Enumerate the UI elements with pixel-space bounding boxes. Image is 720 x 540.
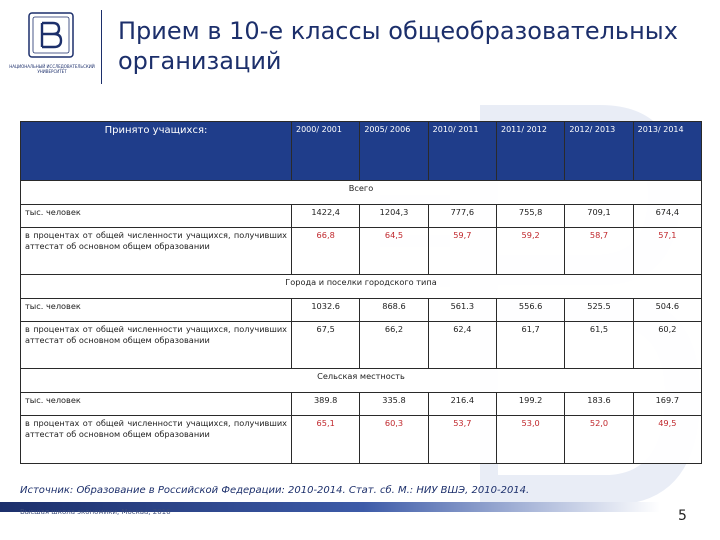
hse-logo (8, 12, 96, 84)
data-cell: 183.6 (565, 393, 633, 416)
data-cell: 62,4 (428, 322, 496, 369)
data-cell: 216.4 (428, 393, 496, 416)
row-label: тыс. человек (21, 205, 292, 228)
header-year-cell: 2000/ 2001 (292, 122, 360, 181)
row-label: в процентах от общей численности учащихся, получивших аттестат об основном общем образовании (21, 416, 292, 464)
row-label: тыс. человек (21, 393, 292, 416)
data-cell: 389.8 (292, 393, 360, 416)
header-year-cell: 2013/ 2014 (633, 122, 701, 181)
table-row (21, 322, 702, 369)
data-cell: 59,2 (496, 228, 564, 275)
data-cell: 67,5 (292, 322, 360, 369)
data-cell: 335.8 (360, 393, 428, 416)
hse-emblem-icon (28, 12, 74, 58)
header-label-cell: Принято учащихся: (21, 122, 292, 181)
data-cell: 674,4 (633, 205, 701, 228)
data-cell: 53,0 (496, 416, 564, 464)
table-header-row (21, 122, 702, 181)
data-cell: 58,7 (565, 228, 633, 275)
table-row (21, 299, 702, 322)
section-row (21, 275, 702, 299)
data-cell: 53,7 (428, 416, 496, 464)
data-cell: 65,1 (292, 416, 360, 464)
logo-org-line: НАЦИОНАЛЬНЫЙ ИССЛЕДОВАТЕЛЬСКИЙ (9, 64, 95, 69)
data-cell: 60,3 (360, 416, 428, 464)
data-cell: 709,1 (565, 205, 633, 228)
row-label: тыс. человек (21, 299, 292, 322)
data-cell: 777,6 (428, 205, 496, 228)
source-note: Источник: Образование в Российской Федерации: 2010-2014. Стат. сб. М.: НИУ ВШЭ, 2010-2014. (20, 485, 530, 496)
footer-text: Высшая школа экономики, Москва, 2016 (20, 508, 171, 516)
data-cell: 1032.6 (292, 299, 360, 322)
header-year-cell: 2010/ 2011 (428, 122, 496, 181)
data-cell: 66,2 (360, 322, 428, 369)
row-label: в процентах от общей численности учащихся, получивших аттестат об основном общем образовании (21, 228, 292, 275)
header-year-cell: 2011/ 2012 (496, 122, 564, 181)
page-title: Прием в 10-е классы общеобразовательных организаций (118, 17, 678, 75)
data-cell: 57,1 (633, 228, 701, 275)
logo-org-name (8, 64, 96, 74)
data-cell: 1422,4 (292, 205, 360, 228)
data-cell: 868.6 (360, 299, 428, 322)
page-number: 5 (678, 508, 687, 524)
data-cell: 525.5 (565, 299, 633, 322)
data-cell: 755,8 (496, 205, 564, 228)
section-title: Всего (21, 181, 702, 205)
data-cell: 49,5 (633, 416, 701, 464)
data-cell: 61,5 (565, 322, 633, 369)
table-row (21, 228, 702, 275)
data-cell: 61,7 (496, 322, 564, 369)
header-year-cell: 2005/ 2006 (360, 122, 428, 181)
data-cell: 1204,3 (360, 205, 428, 228)
data-cell: 561.3 (428, 299, 496, 322)
data-cell: 66,8 (292, 228, 360, 275)
logo-org-line: УНИВЕРСИТЕТ (37, 69, 67, 74)
header-year-cell: 2012/ 2013 (565, 122, 633, 181)
admissions-table (20, 121, 702, 464)
header-divider (101, 10, 102, 84)
section-row (21, 369, 702, 393)
section-title: Сельская местность (21, 369, 702, 393)
section-title: Города и поселки городского типа (21, 275, 702, 299)
data-cell: 504.6 (633, 299, 701, 322)
section-row (21, 181, 702, 205)
data-cell: 64,5 (360, 228, 428, 275)
data-cell: 169.7 (633, 393, 701, 416)
row-label: в процентах от общей численности учащихся, получивших аттестат об основном общем образовании (21, 322, 292, 369)
data-cell: 52,0 (565, 416, 633, 464)
table-row (21, 416, 702, 464)
data-cell: 199.2 (496, 393, 564, 416)
table-row (21, 393, 702, 416)
data-cell: 556.6 (496, 299, 564, 322)
table-row (21, 205, 702, 228)
data-cell: 59,7 (428, 228, 496, 275)
data-cell: 60,2 (633, 322, 701, 369)
